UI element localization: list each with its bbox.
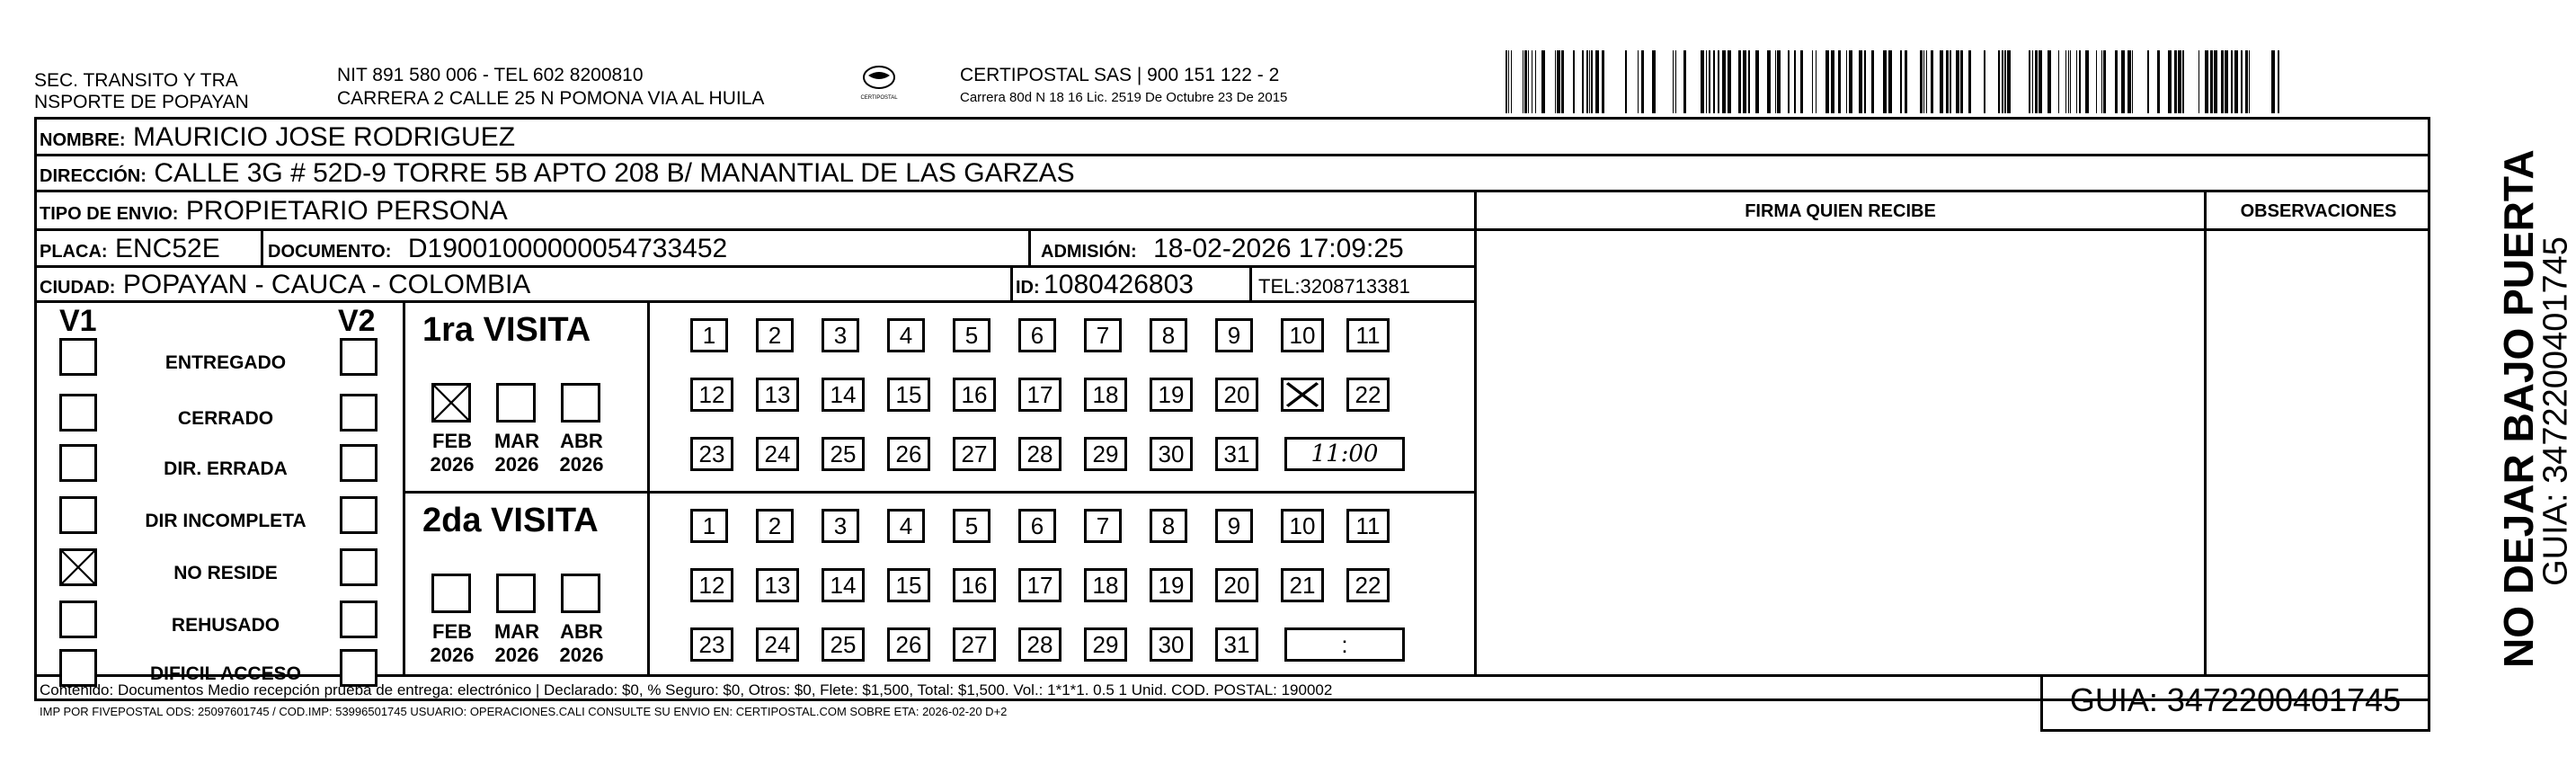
day-box-31[interactable]: 31 (1215, 437, 1258, 471)
month-name: MAR (493, 620, 540, 643)
firma-header: FIRMA QUIEN RECIBE (1745, 201, 1936, 221)
check-x-icon (62, 551, 94, 583)
documento-cell (268, 236, 727, 262)
barcode-bar (1788, 50, 1790, 113)
barcode-bar (2101, 50, 2102, 113)
firma-column-left (1474, 190, 1477, 674)
id-cell (1016, 271, 1194, 298)
day-box-30[interactable]: 30 (1150, 437, 1193, 471)
v2-checkbox-5[interactable] (340, 548, 378, 586)
check-x-icon (434, 386, 468, 420)
barcode-bar (1998, 50, 2000, 113)
tel-cell (1258, 275, 1410, 298)
day-box-14[interactable]: 14 (822, 378, 865, 412)
day-box-3[interactable]: 3 (822, 509, 859, 543)
day-box-9[interactable]: 9 (1215, 509, 1253, 543)
day-box-4[interactable]: 4 (887, 318, 925, 352)
barcode (1506, 50, 2278, 113)
barcode-bar (2068, 50, 2069, 113)
side-text-block (2438, 149, 2575, 668)
obs-column-left (2204, 190, 2207, 674)
row-divider (34, 154, 2430, 156)
month-name: FEB (432, 430, 472, 452)
row-divider (34, 228, 1474, 231)
barcode-bar (2132, 50, 2133, 113)
month-checkbox-mar[interactable] (496, 574, 536, 613)
barcode-bar (2076, 50, 2077, 113)
day-box-15[interactable]: 15 (887, 568, 930, 602)
barcode-bar (1794, 50, 1796, 113)
day-box-12[interactable]: 12 (690, 378, 733, 412)
issuer-line-1: SEC. TRANSITO Y TRA (34, 70, 238, 91)
nit-line: NIT 891 580 006 - TEL 602 8200810 (337, 65, 644, 85)
id-label: ID: (1016, 278, 1040, 298)
v1-checkbox-4[interactable] (59, 496, 97, 534)
no-dejar-bajo-puerta: NO DEJAR BAJO PUERTA (2495, 149, 2542, 668)
issuer-block (34, 70, 249, 113)
day-box-3[interactable]: 3 (822, 318, 859, 352)
tel-divider (1249, 265, 1252, 300)
barcode-bar (1591, 50, 1593, 113)
month-label (422, 430, 482, 476)
id-divider (1010, 265, 1013, 300)
day-box-2[interactable]: 2 (756, 318, 794, 352)
tel-label: TEL: (1258, 275, 1301, 298)
barcode-bar (1920, 50, 1923, 113)
barcode-bar (1625, 50, 1627, 113)
month-checkbox-feb[interactable] (431, 383, 471, 423)
day-box-5[interactable]: 5 (953, 318, 990, 352)
barcode-bar (1777, 50, 1781, 113)
day-box-15[interactable]: 15 (887, 378, 930, 412)
v2-checkbox-2[interactable] (340, 394, 378, 432)
day-box-29[interactable]: 29 (1084, 627, 1127, 662)
barcode-bar (1871, 50, 1874, 113)
barcode-bar (1800, 50, 1803, 113)
day-box-10[interactable]: 10 (1281, 318, 1324, 352)
barcode-bar (1846, 50, 1847, 113)
day-box-20[interactable]: 20 (1215, 568, 1258, 602)
barcode-bar (1968, 50, 1971, 113)
barcode-bar (1849, 50, 1852, 113)
logo-icon (861, 65, 897, 90)
barcode-bar (1701, 50, 1704, 113)
barcode-bar (2245, 50, 2248, 113)
barcode-bar (1950, 50, 1951, 113)
row-divider (34, 265, 1474, 268)
day-box-17[interactable]: 17 (1018, 378, 1061, 412)
day-box-23[interactable]: 23 (690, 437, 733, 471)
barcode-bar (1573, 50, 1575, 113)
day-box-19[interactable]: 19 (1150, 378, 1193, 412)
v2-checkbox-4[interactable] (340, 496, 378, 534)
barcode-bar (2198, 50, 2199, 113)
month-year: 2026 (494, 453, 539, 476)
barcode-bar (2032, 50, 2033, 113)
status-label: DIFICIL ACCESO (149, 663, 301, 684)
barcode-bar (1718, 50, 1719, 113)
barcode-bar (1535, 50, 1536, 113)
barcode-bar (1638, 50, 1639, 113)
barcode-bar (1706, 50, 1707, 113)
barcode-bar (1713, 50, 1715, 113)
time-box[interactable]: : (1284, 627, 1405, 662)
barcode-bar (2127, 50, 2131, 113)
day-box-7[interactable]: 7 (1084, 318, 1122, 352)
check-x-icon (1284, 380, 1321, 409)
certipostal-logo (856, 65, 902, 106)
day-box-5[interactable]: 5 (953, 509, 990, 543)
month-year: 2026 (494, 644, 539, 666)
v2-label: V2 (338, 304, 376, 338)
day-box-27[interactable]: 27 (953, 627, 996, 662)
barcode-bar (1561, 50, 1564, 113)
issuer-line-2: NSPORTE DE POPAYAN (34, 92, 249, 112)
v1-checkbox-2[interactable] (59, 394, 97, 432)
month-label (422, 620, 482, 667)
barcode-bar (1859, 50, 1862, 113)
barcode-bar (1905, 50, 1907, 113)
month-year: 2026 (430, 453, 475, 476)
barcode-bar (1767, 50, 1771, 113)
month-name: ABR (560, 430, 603, 452)
ciudad-label: CIUDAD: (40, 278, 116, 298)
barcode-bar (2079, 50, 2081, 113)
barcode-bar (2157, 50, 2160, 113)
day-box-24[interactable]: 24 (756, 627, 799, 662)
day-box-18[interactable]: 18 (1084, 568, 1127, 602)
row-divider (1474, 228, 2430, 231)
day-box-13[interactable]: 13 (756, 568, 799, 602)
v1-checkbox-3[interactable] (59, 444, 97, 482)
day-box-28[interactable]: 28 (1018, 627, 1061, 662)
barcode-bar (1555, 50, 1556, 113)
tel-value: 3208713381 (1300, 275, 1410, 298)
month-checkbox-mar[interactable] (496, 383, 536, 423)
v2-checkbox-1[interactable] (340, 338, 378, 376)
barcode-bar (1748, 50, 1750, 113)
barcode-bar (2070, 50, 2071, 113)
barcode-bar (2249, 50, 2250, 113)
nombre-value: MAURICIO JOSE RODRIGUEZ (133, 122, 516, 152)
barcode-bar (1586, 50, 1588, 113)
status-label: NO RESIDE (173, 563, 278, 583)
status-label: REHUSADO (171, 615, 280, 636)
month-name: FEB (432, 620, 472, 643)
status-label: CERRADO (177, 408, 274, 429)
barcode-bar (2214, 50, 2217, 113)
address-line: CARRERA 2 CALLE 25 N POMONA VIA AL HUILA (337, 88, 765, 109)
day-box-30[interactable]: 30 (1150, 627, 1193, 662)
day-box-27[interactable]: 27 (953, 437, 996, 471)
id-value: 1080426803 (1044, 270, 1194, 299)
status-label: DIR. ERRADA (164, 458, 288, 479)
barcode-bar (1931, 50, 1933, 113)
contenido-line: Contenido: Documentos Medio recepción prueba de entrega: electrónico | Declarado: $0, % Seguro: $0, Otros: $0, Flete: $1,500, Total: $1,500. Vol.: 1*1*1. 0.5 1 Unid. COD. POSTAL: 190002 (40, 681, 1333, 698)
day-box-22[interactable]: 22 (1346, 378, 1390, 412)
day-box-7[interactable]: 7 (1084, 509, 1122, 543)
barcode-bar (1775, 50, 1776, 113)
barcode-bar (2221, 50, 2224, 113)
day-box-21[interactable] (1281, 378, 1324, 412)
day-box-1[interactable]: 1 (690, 509, 728, 543)
barcode-bar (1888, 50, 1892, 113)
nombre-row (40, 124, 515, 151)
day-box-26[interactable]: 26 (887, 627, 930, 662)
barcode-bar (1709, 50, 1710, 113)
barcode-bar (2029, 50, 2030, 113)
barcode-bar (1812, 50, 1813, 113)
barcode-bar (2007, 50, 2011, 113)
barcode-bar (2002, 50, 2003, 113)
day-box-11[interactable]: 11 (1346, 509, 1390, 543)
month-label (552, 620, 611, 667)
barcode-bar (1582, 50, 1584, 113)
day-box-4[interactable]: 4 (887, 509, 925, 543)
status-block (34, 300, 403, 684)
day-box-20[interactable]: 20 (1215, 378, 1258, 412)
barcode-bar (1923, 50, 1924, 113)
barcode-bar (2231, 50, 2233, 113)
barcode-bar (1825, 50, 1829, 113)
month-checkbox-abr[interactable] (561, 574, 600, 613)
barcode-bar (2241, 50, 2243, 113)
direccion-value: CALLE 3G # 52D-9 TORRE 5B APTO 208 B/ MANANTIAL DE LAS GARZAS (154, 158, 1075, 188)
ciudad-cell (40, 271, 530, 298)
status-divider (403, 300, 405, 674)
day-box-9[interactable]: 9 (1215, 318, 1253, 352)
v1-checkbox-5[interactable] (59, 548, 97, 586)
month-label (487, 620, 546, 667)
barcode-bar (2058, 50, 2059, 113)
day-box-14[interactable]: 14 (822, 568, 865, 602)
admision-label: ADMISIÓN: (1041, 242, 1137, 262)
barcode-bar (1683, 50, 1686, 113)
day-box-13[interactable]: 13 (756, 378, 799, 412)
placa-divider (261, 228, 263, 265)
tipo-label: TIPO DE ENVIO: (40, 204, 179, 224)
barcode-bar (1589, 50, 1590, 113)
barcode-bar (1946, 50, 1949, 113)
barcode-bar (1816, 50, 1817, 113)
admision-value: 18-02-2026 17:09:25 (1153, 234, 1404, 263)
day-box-31[interactable]: 31 (1215, 627, 1258, 662)
ciudad-value: POPAYAN - CAUCA - COLOMBIA (122, 270, 531, 299)
day-box-25[interactable]: 25 (822, 627, 865, 662)
status-label: DIR INCOMPLETA (145, 511, 306, 531)
day-box-8[interactable]: 8 (1150, 318, 1187, 352)
placa-cell (40, 236, 220, 262)
barcode-bar (2065, 50, 2066, 113)
day-box-24[interactable]: 24 (756, 437, 799, 471)
barcode-bar (2271, 50, 2275, 113)
first-visit-title: 1ra VISITA (422, 311, 591, 349)
status-label: ENTREGADO (164, 352, 287, 373)
day-box-22[interactable]: 22 (1346, 568, 1390, 602)
barcode-bar (1960, 50, 1963, 113)
day-box-6[interactable]: 6 (1018, 509, 1056, 543)
footer-guia: GUIA: 3472200401745 (2069, 681, 2402, 718)
month-year: 2026 (559, 453, 604, 476)
company-line: CERTIPOSTAL SAS | 900 151 122 - 2 (960, 65, 1280, 85)
day-box-17[interactable]: 17 (1018, 568, 1061, 602)
barcode-bar (1528, 50, 1529, 113)
barcode-bar (1524, 50, 1527, 113)
barcode-bar (2210, 50, 2213, 113)
barcode-bar (2178, 50, 2181, 113)
barcode-bar (1838, 50, 1841, 113)
day-box-12[interactable]: 12 (690, 568, 733, 602)
documento-value: D19001000000054733452 (407, 234, 728, 263)
barcode-bar (1652, 50, 1656, 113)
barcode-bar (2115, 50, 2118, 113)
day-box-26[interactable]: 26 (887, 437, 930, 471)
day-box-28[interactable]: 28 (1018, 437, 1061, 471)
barcode-bar (2168, 50, 2172, 113)
barcode-bar (1831, 50, 1834, 113)
month-label (487, 430, 546, 476)
day-box-23[interactable]: 23 (690, 627, 733, 662)
barcode-bar (2004, 50, 2006, 113)
placa-value: ENC52E (115, 234, 220, 263)
day-box-25[interactable]: 25 (822, 437, 865, 471)
tipo-row (40, 198, 508, 225)
footer-guia-box (2040, 674, 2430, 732)
admision-cell (1041, 236, 1404, 262)
admision-divider (1028, 228, 1031, 265)
barcode-bar (1557, 50, 1560, 113)
day-box-11[interactable]: 11 (1346, 318, 1390, 352)
barcode-bar (1738, 50, 1741, 113)
month-checkbox-abr[interactable] (561, 383, 600, 423)
company-address: Carrera 80d N 18 16 Lic. 2519 De Octubre 23 De 2015 (960, 90, 1288, 105)
month-name: MAR (493, 430, 540, 452)
row-divider (34, 190, 2430, 192)
month-checkbox-feb[interactable] (431, 574, 471, 613)
documento-label: DOCUMENTO: (268, 242, 392, 262)
barcode-bar (1506, 50, 1507, 113)
barcode-bar (1541, 50, 1545, 113)
barcode-bar (1956, 50, 1959, 113)
day-box-2[interactable]: 2 (756, 509, 794, 543)
month-year: 2026 (430, 644, 475, 666)
second-visit-title: 2da VISITA (422, 502, 599, 539)
month-name: ABR (560, 620, 603, 643)
month-year: 2026 (559, 644, 604, 666)
barcode-bar (2182, 50, 2184, 113)
month-label (552, 430, 611, 476)
v1-checkbox-6[interactable] (59, 601, 97, 638)
placa-label: PLACA: (40, 242, 108, 262)
barcode-bar (2234, 50, 2238, 113)
months-divider (647, 300, 650, 674)
v1-label: V1 (59, 304, 97, 338)
barcode-bar (2096, 50, 2097, 113)
direccion-row (40, 160, 1075, 187)
tipo-value: PROPIETARIO PERSONA (185, 196, 508, 226)
barcode-bar (1926, 50, 1927, 113)
v1-checkbox-1[interactable] (59, 338, 97, 376)
barcode-bar (1728, 50, 1731, 113)
v2-checkbox-3[interactable] (340, 444, 378, 482)
imp-line: IMP POR FIVEPOSTAL ODS: 25097601745 / COD.IMP: 53996501745 USUARIO: OPERACIONES.CALI CONSULTE SU ENVIO EN: CERTIPOSTAL.COM SOBRE ETA: 2026-02-20 D+2 (40, 705, 1008, 718)
side-guia: GUIA: 3472200401745 (2536, 236, 2575, 586)
barcode-bar (1602, 50, 1604, 113)
direccion-label: DIRECCIÓN: (40, 166, 147, 186)
logo-text: CERTIPOSTAL (860, 95, 898, 101)
barcode-bar (1900, 50, 1902, 113)
barcode-bar (1508, 50, 1509, 113)
barcode-bar (1641, 50, 1644, 113)
barcode-bar (2225, 50, 2228, 113)
barcode-bar (2174, 50, 2177, 113)
barcode-bar (2205, 50, 2208, 113)
barcode-bar (1984, 50, 1985, 113)
barcode-bar (2085, 50, 2089, 113)
barcode-bar (2278, 50, 2279, 113)
day-box-16[interactable]: 16 (953, 378, 996, 412)
day-box-29[interactable]: 29 (1084, 437, 1127, 471)
day-box-6[interactable]: 6 (1018, 318, 1056, 352)
visit-divider (403, 491, 1474, 494)
barcode-bar (2147, 50, 2149, 113)
barcode-bar (1883, 50, 1887, 113)
barcode-bar (1755, 50, 1759, 113)
nombre-label: NOMBRE: (40, 130, 126, 150)
barcode-bar (1722, 50, 1726, 113)
day-box-1[interactable]: 1 (690, 318, 728, 352)
barcode-bar (2103, 50, 2106, 113)
barcode-bar (1673, 50, 1674, 113)
barcode-bar (2047, 50, 2051, 113)
day-box-8[interactable]: 8 (1150, 509, 1187, 543)
barcode-bar (1864, 50, 1866, 113)
barcode-bar (1675, 50, 1676, 113)
barcode-bar (2039, 50, 2042, 113)
time-box[interactable]: 11:00 (1284, 437, 1405, 471)
barcode-bar (1940, 50, 1943, 113)
barcode-bar (1595, 50, 1599, 113)
observaciones-header: OBSERVACIONES (2240, 201, 2397, 221)
day-box-21[interactable]: 21 (1281, 568, 1324, 602)
day-box-16[interactable]: 16 (953, 568, 996, 602)
barcode-bar (2035, 50, 2038, 113)
day-box-10[interactable]: 10 (1281, 509, 1324, 543)
day-box-19[interactable]: 19 (1150, 568, 1193, 602)
issuer-contact-block (337, 65, 764, 110)
v2-checkbox-6[interactable] (340, 601, 378, 638)
company-block (960, 65, 1287, 107)
day-box-18[interactable]: 18 (1084, 378, 1127, 412)
barcode-bar (1743, 50, 1746, 113)
barcode-bar (1511, 50, 1512, 113)
barcode-bar (2121, 50, 2125, 113)
